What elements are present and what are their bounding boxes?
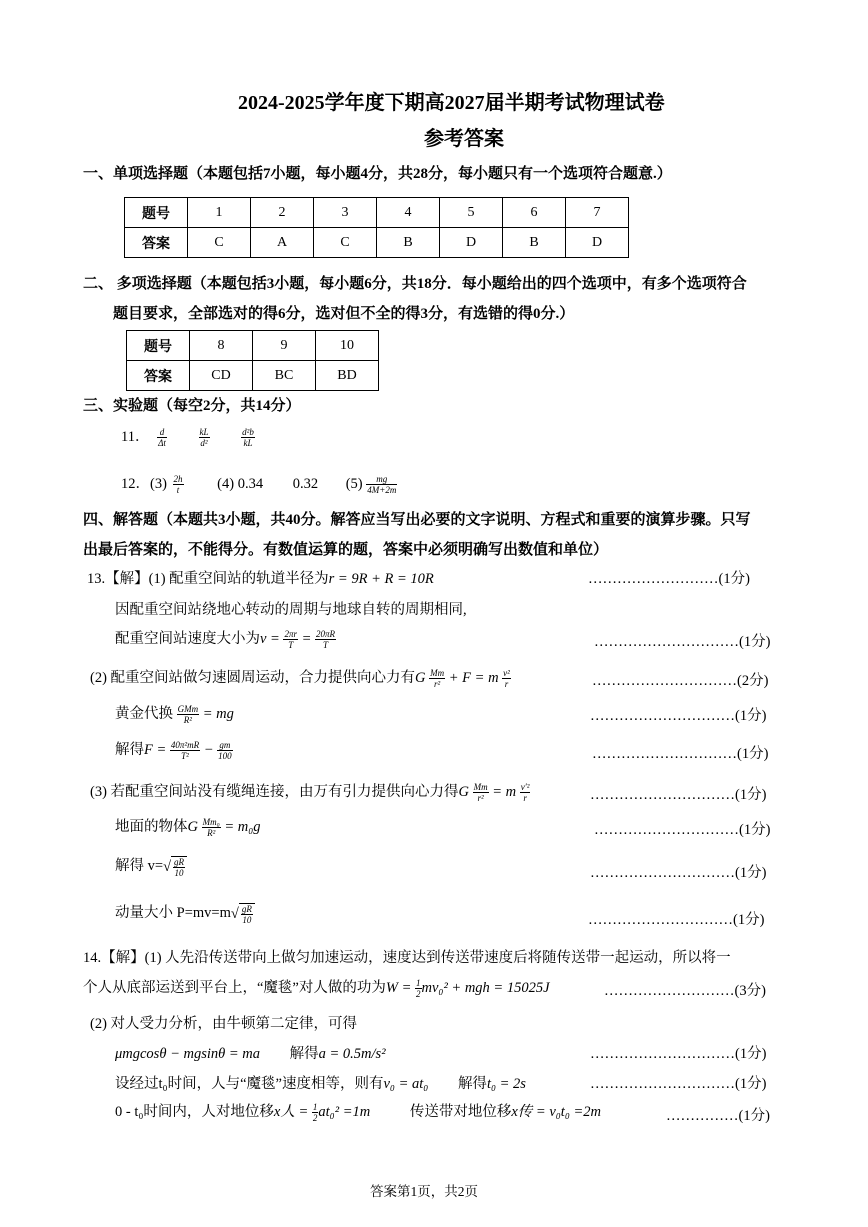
q12-part4: (4) 0.34 [217, 476, 264, 492]
q13-line3-text: 配重空间站速度大小为 [115, 631, 260, 647]
q13-line10 [115, 901, 255, 925]
q13-line6-text: 解得 [115, 742, 144, 758]
q14-line6-text2: 传送带对地位移 [409, 1104, 512, 1120]
q13-line7 [90, 780, 530, 803]
table-cell: 6 [503, 198, 566, 228]
score: …………………………(1分) [590, 865, 767, 881]
score: …………………………(1分) [592, 746, 769, 762]
score: …………………………(1分) [594, 634, 771, 650]
table-cell: 3 [314, 198, 377, 228]
sqrt: √ $\frac{gR}{10}$ [163, 856, 187, 878]
score: …………………………(2分) [592, 673, 769, 689]
q12-fraction-2: $\frac{mg}{4M+2m}$ [367, 474, 397, 496]
score: …………………………(1分) [590, 1076, 767, 1092]
section1-heading: 一、单项选择题（本题包括7小题，每小题4分，共28分，每小题只有一个选项符合题意.） [83, 166, 672, 182]
section2-heading-line1: 二、 多项选择题（本题包括3小题，每小题6分，共18分．每小题给出的四个选项中，有多个选项符合 [83, 276, 747, 292]
fraction: $\frac{1}{2}$ [416, 978, 421, 1000]
q14-line4 [115, 1042, 386, 1063]
math-symbol: x人 = [273, 1104, 309, 1120]
section4-heading-line1: 四、解答题（本题共3小题，共40分。解答应当写出必要的文字说明、方程式和重要的演算步骤。只写 [83, 512, 751, 528]
q13-line9-text: 解得 v= [115, 858, 164, 874]
math-expression: t₀ = 2s [486, 1076, 526, 1092]
q13-line1 [87, 567, 434, 588]
math-expression: = mg [202, 706, 234, 722]
fraction: $\frac{20\pi R}{T}$ [316, 629, 336, 651]
table-row [127, 361, 379, 391]
row-label: 题号 [125, 198, 188, 228]
q13-line8 [115, 815, 261, 838]
section1-answer-table [124, 197, 629, 258]
q14-line5-text: 设经过t₀时间，人与“魔毯”速度相等，则有 [115, 1076, 384, 1092]
section2-answer-table [126, 330, 379, 391]
q13-line4-text: (2) 配重空间站做匀速圆周运动，合力提供向心力有 [90, 670, 416, 686]
q11-fraction-3: $\frac{\text{d²b}}{kL}$ [242, 427, 254, 449]
q13-line1-math: r = 9R + R = 10R [328, 571, 434, 587]
math-symbol: W = [385, 980, 412, 996]
result-label: 解得 [457, 1076, 487, 1092]
math-expression: x传 = v₀t₀ =2m [511, 1104, 601, 1120]
page-subtitle: 参考答案 [424, 128, 504, 150]
score: …………………………(1分) [590, 1046, 767, 1062]
q13-line10-text: 动量大小 P=mv=m [115, 905, 231, 921]
math-expression: = m [492, 784, 517, 800]
section4-heading-line2: 出最后答案的，不能得分。有数值运算的题，答案中必须明确写出数值和单位） [83, 542, 609, 558]
table-cell: C [188, 228, 251, 258]
table-cell: 2 [251, 198, 314, 228]
q14-line3: (2) 对人受力分析，由牛顿第二定律，可得 [90, 1016, 358, 1032]
math-expression: a = 0.5m/s² [318, 1046, 386, 1062]
row-label: 答案 [125, 228, 188, 258]
table-cell: B [503, 228, 566, 258]
fraction: $\frac{gm}{100}$ [218, 740, 232, 762]
q12-part4-value2: 0.32 [292, 476, 319, 492]
q13-line4 [90, 666, 511, 689]
table-row [125, 198, 629, 228]
fraction: $\frac{1}{2}$ [312, 1102, 318, 1124]
table-cell: CD [190, 361, 253, 391]
math-expression: = m₀g [224, 819, 261, 835]
q13-line9 [115, 854, 187, 878]
q13-line2: 因配重空间站绕地心转动的周期与地球自转的周期相同, [115, 602, 467, 618]
q14-line2-text: 个人从底部运送到平台上，“魔毯”对人做的功为 [83, 980, 386, 996]
score: …………………………(1分) [590, 708, 767, 724]
q14-line6-text: 0 - t₀时间内，人对地位移 [115, 1104, 274, 1120]
table-cell: 7 [566, 198, 629, 228]
q11-fraction-2: $\frac{kL}{\text{d²}}$ [199, 427, 209, 449]
q14-line1: 14.【解】(1) 人先沿传送带向上做匀加速运动，速度达到传送带速度后将随传送带一起运动，所以将一 [83, 950, 731, 966]
table-cell: 5 [440, 198, 503, 228]
q12-part5: (5) [345, 476, 363, 492]
math-expression: v₀ = at₀ [383, 1076, 429, 1092]
table-cell: B [377, 228, 440, 258]
table-cell: D [566, 228, 629, 258]
q13-line1-text: 13.【解】(1) 配重空间站的轨道半径为 [87, 571, 329, 587]
table-row [125, 228, 629, 258]
math-expression: at₀² =1m [318, 1104, 371, 1120]
q13-line5 [115, 702, 234, 725]
page-title: 2024-2025学年度下期高2027届半期考试物理试卷 [238, 92, 665, 114]
q14-line2 [83, 976, 550, 999]
score: …………………………(1分) [594, 822, 771, 838]
table-cell: A [251, 228, 314, 258]
q13-line3-math: v = [260, 631, 280, 647]
score: ………………………(3分) [604, 983, 766, 999]
section2-heading-line2: 题目要求，全部选对的得6分，选对但不全的得3分，有选错的得0分.） [113, 306, 575, 322]
math-symbol: F = [144, 742, 167, 758]
math-expression: mv₀² + mgh = 15025J [421, 980, 550, 996]
fraction: $\frac{Mm}{\text{r²}}$ [473, 782, 488, 804]
fraction: $\frac{\text{40π²mR}}{\text{T²}}$ [170, 740, 200, 762]
section3-heading: 三、实验题（每空2分，共14分） [83, 398, 301, 414]
q12-label: 12．(3) [121, 476, 167, 492]
table-cell: BC [253, 361, 316, 391]
row-label: 题号 [127, 331, 190, 361]
fraction: $\frac{\text{v′²}}{r}$ [520, 782, 530, 804]
math-expression: μmgcosθ − mgsinθ = ma [115, 1046, 261, 1062]
equals: = [301, 631, 312, 647]
q14-line6 [115, 1100, 601, 1123]
fraction: $\frac{2\pi r}{T}$ [284, 629, 297, 651]
q13-line7-text: (3) 若配重空间站没有缆绳连接，由万有引力提供向心力得 [90, 784, 459, 800]
q12-answers [121, 472, 397, 495]
score: ………………………(1分) [588, 571, 750, 587]
row-label: 答案 [127, 361, 190, 391]
sqrt: √ $\frac{gR}{10}$ [231, 903, 255, 925]
fraction: $\frac{\text{Mm₀}}{\text{R²}}$ [202, 817, 220, 839]
q13-line8-text: 地面的物体 [115, 819, 188, 835]
table-cell: D [440, 228, 503, 258]
result-label: 解得 [289, 1046, 319, 1062]
q13-line5-text: 黄金代换 [115, 706, 173, 722]
q11-fraction-1: $\frac{d}{\Delta t}$ [158, 427, 166, 449]
table-cell: 10 [316, 331, 379, 361]
math-symbol: G [187, 819, 198, 835]
table-cell: C [314, 228, 377, 258]
page-footer: 答案第1页，共2页 [370, 1184, 478, 1199]
math-expression: + F = m [448, 670, 499, 686]
fraction: $\frac{\text{v²}}{r}$ [503, 668, 510, 690]
table-cell: 8 [190, 331, 253, 361]
q13-line3 [115, 627, 336, 650]
q13-line6 [115, 738, 233, 761]
table-cell: 9 [253, 331, 316, 361]
q11-label: 11． [121, 429, 150, 445]
math-symbol: G [458, 784, 470, 800]
score: …………………………(1分) [588, 912, 765, 928]
score: …………………………(1分) [590, 787, 767, 803]
fraction: $\frac{Mm}{\text{r²}}$ [430, 668, 445, 690]
math-symbol: G [415, 670, 426, 686]
q14-line5 [115, 1072, 526, 1093]
table-row [127, 331, 379, 361]
table-cell: BD [316, 361, 379, 391]
q12-fraction-1: $\frac{2h}{t}$ [173, 474, 183, 496]
table-cell: 4 [377, 198, 440, 228]
fraction: $\frac{\text{GMm}}{\text{R²}}$ [177, 704, 199, 726]
q11-answers [121, 425, 255, 448]
score: ……………(1分) [666, 1108, 770, 1124]
minus: − [203, 742, 214, 758]
table-cell: 1 [188, 198, 251, 228]
